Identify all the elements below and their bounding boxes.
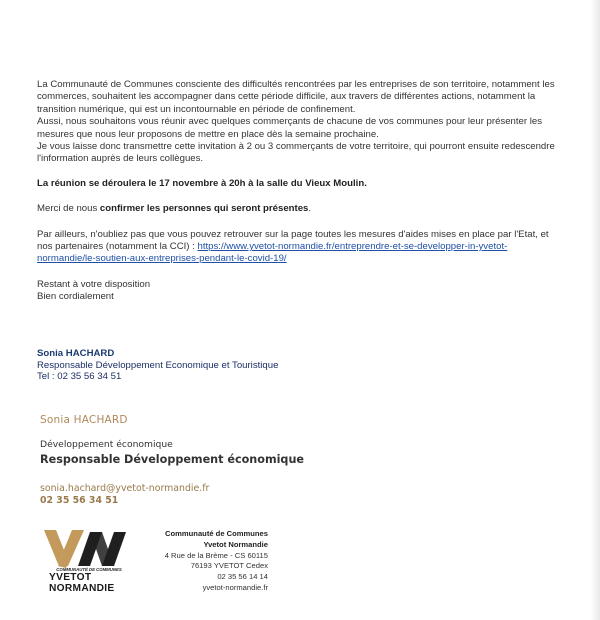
address-street: 4 Rue de la Brème - CS 60115 xyxy=(164,550,268,560)
text-signature xyxy=(37,348,278,383)
paragraph-intro: La Communauté de Communes consciente des difficultés rencontrées par les entreprises de son territoire, notamment les commerces, souhaitent les accompagner dans cette période difficile, aux travers de différentes actions, notamment la transition numérique, qui est un incontournable en période de confinement. xyxy=(37,79,555,115)
signature-name: Sonia HACHARD xyxy=(37,348,115,359)
signature-block-phone: 02 35 56 34 51 xyxy=(40,495,119,506)
aides-link[interactable]: https://www.yvetot-normandie.fr/entreprendre-et-se-developper-in-yvetot-normandie/le-soutien-aux-entreprises-pendant-le-covid-19/ xyxy=(37,241,508,265)
logo-wordmark xyxy=(49,573,131,594)
confirmation-request xyxy=(37,203,557,215)
aides-paragraph xyxy=(37,229,557,266)
confirmation-bold: confirmer les personnes qui seront présentes xyxy=(99,203,309,215)
address-org-line-1: Communauté de Communes xyxy=(165,529,268,538)
logo-wordmark-line-1: YVETOT xyxy=(49,572,92,583)
closing-line-2: Bien cordialement xyxy=(37,291,114,303)
address-org-line-2: Yvetot Normandie xyxy=(203,539,268,549)
meeting-announcement: La réunion se déroulera le 17 novembre à 20h à la salle du Vieux Moulin. xyxy=(37,177,367,189)
address-phone: 02 35 56 14 14 xyxy=(217,572,268,582)
signature-title: Responsable Développement Economique et Touristique xyxy=(37,359,279,371)
signature-block-name: Sonia HACHARD xyxy=(40,414,128,426)
confirmation-suffix: . xyxy=(308,203,312,215)
signature-block-role: Responsable Développement économique xyxy=(40,453,304,466)
closing-line-1: Restant à votre disposition xyxy=(37,278,151,290)
email-signature-block xyxy=(40,414,304,506)
page-edge-shadow xyxy=(590,0,600,620)
paragraph-invitation: Je vous laisse donc transmettre cette invitation à 2 ou 3 commerçants de votre territoire, qui pourront ensuite redescendre l'information auprès de leurs collègues. xyxy=(37,141,555,165)
signature-tel: Tel : 02 35 56 34 51 xyxy=(37,371,122,382)
logo-wordmark-line-2: NORMANDIE xyxy=(49,582,115,594)
address-website[interactable]: yvetot-normandie.fr xyxy=(202,582,268,592)
paragraph-meeting-purpose: Aussi, nous souhaitons vous réunir avec quelques commerçants de chacune de vos communes pour leur présenter les mesures que nous leur proposons de mettre en place dès la semaine prochaine. xyxy=(37,116,543,140)
aides-text: Par ailleurs, n'oubliez pas que vous pouvez retrouver sur la page toutes les mesures d'aides mises en place par l'Etat, et nos partenaires (notamment la CCI) : xyxy=(37,228,549,253)
logo-subtitle: COMMUNAUTÉ DE COMMUNES xyxy=(56,567,122,572)
signature-block-department: Développement économique xyxy=(40,439,173,450)
signature-block-email[interactable]: sonia.hachard@yvetot-normandie.fr xyxy=(40,483,210,494)
confirmation-prefix: Merci de nous xyxy=(37,203,100,215)
letter-body xyxy=(37,79,557,304)
address-block xyxy=(150,529,268,594)
address-city: 76193 YVETOT Cedex xyxy=(190,561,268,571)
